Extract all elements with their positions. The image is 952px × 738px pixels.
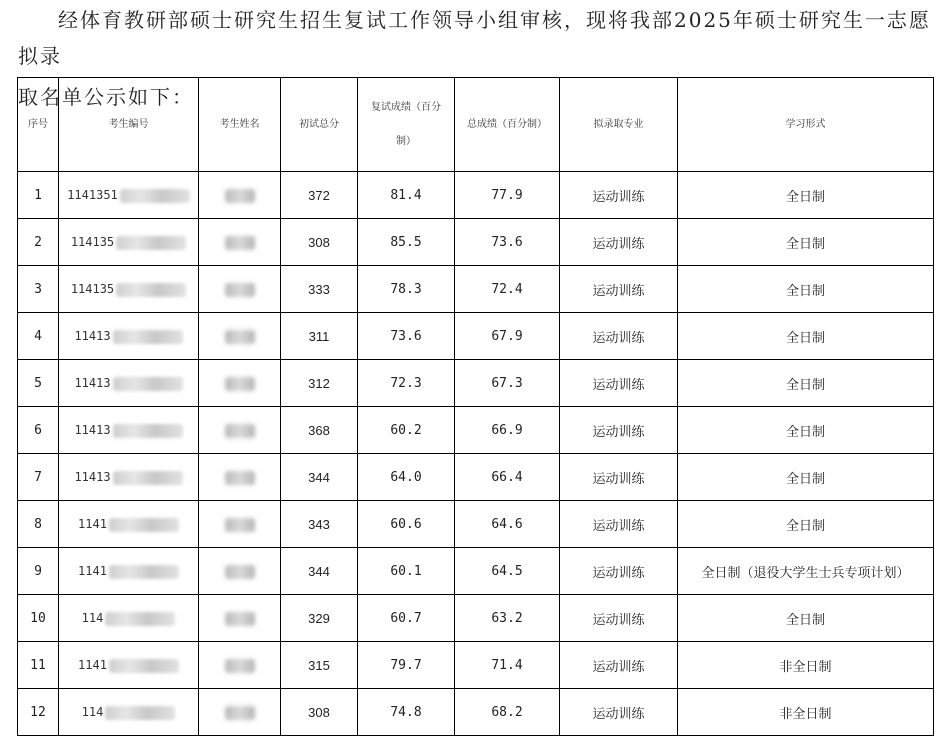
cell-candidate-id	[59, 313, 199, 360]
cell-seq: 3	[18, 266, 59, 313]
candidate-id-visible: 114135	[70, 282, 115, 297]
cell-total-score: 64.5	[455, 548, 560, 595]
cell-study-mode: 全日制	[678, 454, 934, 501]
header-prelim-total: 初试总分	[281, 78, 358, 172]
cell-study-mode: 全日制	[678, 501, 934, 548]
cell-major: 运动训练	[560, 689, 678, 736]
cell-prelim-total: 311	[281, 313, 358, 360]
admission-table	[17, 77, 934, 736]
cell-prelim-total: 329	[281, 595, 358, 642]
candidate-id-visible: 11413	[74, 423, 111, 438]
header-major: 拟录取专业	[560, 78, 678, 172]
cell-retest-score: 60.6	[358, 501, 455, 548]
header-candidate-name: 考生姓名	[199, 78, 281, 172]
intro-line-1: 经体育教研部硕士研究生招生复试工作领导小组审核，现将我部2025年硕士研究生一志愿拟录	[18, 8, 931, 68]
intro-line-2: 取名单公示如下：	[18, 85, 194, 109]
redaction-mask	[225, 659, 255, 673]
table-header-row	[18, 78, 934, 172]
cell-candidate-id	[59, 595, 199, 642]
candidate-id-visible: 1141351	[67, 188, 118, 203]
cell-retest-score: 74.8	[358, 689, 455, 736]
redaction-mask	[105, 706, 175, 720]
candidate-id-visible: 11413	[74, 470, 111, 485]
table-row	[18, 360, 934, 407]
cell-study-mode: 非全日制	[678, 642, 934, 689]
cell-major: 运动训练	[560, 407, 678, 454]
cell-candidate-name	[199, 266, 281, 313]
cell-candidate-id	[59, 219, 199, 266]
cell-prelim-total: 344	[281, 454, 358, 501]
cell-seq: 11	[18, 642, 59, 689]
cell-total-score: 67.9	[455, 313, 560, 360]
cell-retest-score: 60.1	[358, 548, 455, 595]
cell-major: 运动训练	[560, 642, 678, 689]
redaction-mask	[225, 330, 255, 344]
table-row	[18, 219, 934, 266]
header-retest-score: 复试成绩（百分制）	[358, 78, 455, 172]
cell-total-score: 71.4	[455, 642, 560, 689]
table-row	[18, 454, 934, 501]
cell-study-mode: 全日制	[678, 219, 934, 266]
cell-total-score: 67.3	[455, 360, 560, 407]
table-row	[18, 595, 934, 642]
cell-candidate-id	[59, 501, 199, 548]
header-candidate-id: 考生编号	[59, 78, 199, 172]
redaction-mask	[109, 518, 179, 532]
cell-retest-score: 64.0	[358, 454, 455, 501]
table-row	[18, 407, 934, 454]
candidate-id-visible: 1141	[78, 517, 107, 532]
redaction-mask	[113, 471, 183, 485]
redaction-mask	[109, 659, 179, 673]
candidate-id-visible: 11413	[74, 376, 111, 391]
cell-retest-score: 81.4	[358, 172, 455, 219]
cell-candidate-name	[199, 548, 281, 595]
redaction-mask	[225, 189, 255, 203]
redaction-mask	[225, 706, 255, 720]
cell-seq: 7	[18, 454, 59, 501]
cell-seq: 9	[18, 548, 59, 595]
table-row	[18, 548, 934, 595]
cell-candidate-id	[59, 548, 199, 595]
redaction-mask	[225, 565, 255, 579]
cell-candidate-name	[199, 360, 281, 407]
redaction-mask	[113, 377, 183, 391]
redaction-mask	[225, 424, 255, 438]
cell-candidate-name	[199, 501, 281, 548]
cell-candidate-id	[59, 360, 199, 407]
cell-retest-score: 78.3	[358, 266, 455, 313]
redaction-mask	[113, 424, 183, 438]
cell-seq: 2	[18, 219, 59, 266]
redaction-mask	[105, 612, 175, 626]
cell-candidate-id	[59, 454, 199, 501]
cell-total-score: 68.2	[455, 689, 560, 736]
cell-study-mode: 全日制	[678, 266, 934, 313]
cell-seq: 6	[18, 407, 59, 454]
cell-prelim-total: 315	[281, 642, 358, 689]
cell-retest-score: 85.5	[358, 219, 455, 266]
cell-total-score: 72.4	[455, 266, 560, 313]
cell-major: 运动训练	[560, 313, 678, 360]
cell-prelim-total: 312	[281, 360, 358, 407]
cell-candidate-name	[199, 172, 281, 219]
candidate-id-visible: 114	[81, 705, 104, 720]
header-total-score: 总成绩（百分制）	[455, 78, 560, 172]
redaction-mask	[225, 236, 255, 250]
table-body	[18, 172, 934, 736]
redaction-mask	[225, 612, 255, 626]
table-row	[18, 266, 934, 313]
cell-retest-score: 72.3	[358, 360, 455, 407]
cell-seq: 4	[18, 313, 59, 360]
redaction-mask	[113, 330, 183, 344]
cell-total-score: 64.6	[455, 501, 560, 548]
cell-retest-score: 73.6	[358, 313, 455, 360]
cell-prelim-total: 368	[281, 407, 358, 454]
cell-study-mode: 全日制（退役大学生士兵专项计划）	[678, 548, 934, 595]
candidate-id-visible: 114135	[70, 235, 115, 250]
cell-major: 运动训练	[560, 454, 678, 501]
cell-major: 运动训练	[560, 595, 678, 642]
cell-prelim-total: 308	[281, 689, 358, 736]
cell-seq: 12	[18, 689, 59, 736]
cell-study-mode: 非全日制	[678, 689, 934, 736]
cell-study-mode: 全日制	[678, 407, 934, 454]
cell-prelim-total: 344	[281, 548, 358, 595]
cell-major: 运动训练	[560, 548, 678, 595]
cell-study-mode: 全日制	[678, 313, 934, 360]
cell-prelim-total: 333	[281, 266, 358, 313]
cell-major: 运动训练	[560, 266, 678, 313]
redaction-mask	[225, 471, 255, 485]
cell-candidate-id	[59, 266, 199, 313]
candidate-id-visible: 11413	[74, 329, 111, 344]
cell-total-score: 63.2	[455, 595, 560, 642]
redaction-mask	[225, 518, 255, 532]
cell-candidate-name	[199, 313, 281, 360]
header-study-mode: 学习形式	[678, 78, 934, 172]
redaction-mask	[109, 565, 179, 579]
table-row	[18, 172, 934, 219]
cell-total-score: 73.6	[455, 219, 560, 266]
cell-seq: 5	[18, 360, 59, 407]
cell-retest-score: 60.2	[358, 407, 455, 454]
candidate-id-visible: 1141	[78, 564, 107, 579]
table-row	[18, 642, 934, 689]
cell-candidate-name	[199, 454, 281, 501]
redaction-mask	[116, 283, 186, 297]
cell-candidate-name	[199, 689, 281, 736]
cell-major: 运动训练	[560, 219, 678, 266]
cell-candidate-id	[59, 407, 199, 454]
cell-study-mode: 全日制	[678, 360, 934, 407]
table-row	[18, 689, 934, 736]
cell-total-score: 66.9	[455, 407, 560, 454]
redaction-mask	[120, 189, 190, 203]
cell-total-score: 77.9	[455, 172, 560, 219]
cell-seq: 10	[18, 595, 59, 642]
cell-candidate-id	[59, 642, 199, 689]
cell-study-mode: 全日制	[678, 595, 934, 642]
cell-seq: 1	[18, 172, 59, 219]
cell-candidate-name	[199, 642, 281, 689]
cell-candidate-name	[199, 219, 281, 266]
cell-candidate-id	[59, 689, 199, 736]
cell-seq: 8	[18, 501, 59, 548]
redaction-mask	[116, 236, 186, 250]
candidate-id-visible: 114	[81, 611, 104, 626]
header-seq: 序号	[18, 78, 59, 172]
cell-retest-score: 79.7	[358, 642, 455, 689]
cell-candidate-name	[199, 407, 281, 454]
cell-prelim-total: 372	[281, 172, 358, 219]
table-row	[18, 501, 934, 548]
cell-study-mode: 全日制	[678, 172, 934, 219]
cell-prelim-total: 308	[281, 219, 358, 266]
redaction-mask	[225, 377, 255, 391]
table-row	[18, 313, 934, 360]
redaction-mask	[225, 283, 255, 297]
cell-candidate-id	[59, 172, 199, 219]
candidate-id-visible: 1141	[78, 658, 107, 673]
cell-major: 运动训练	[560, 501, 678, 548]
cell-retest-score: 60.7	[358, 595, 455, 642]
cell-major: 运动训练	[560, 360, 678, 407]
cell-prelim-total: 343	[281, 501, 358, 548]
cell-major: 运动训练	[560, 172, 678, 219]
cell-candidate-name	[199, 595, 281, 642]
cell-total-score: 66.4	[455, 454, 560, 501]
